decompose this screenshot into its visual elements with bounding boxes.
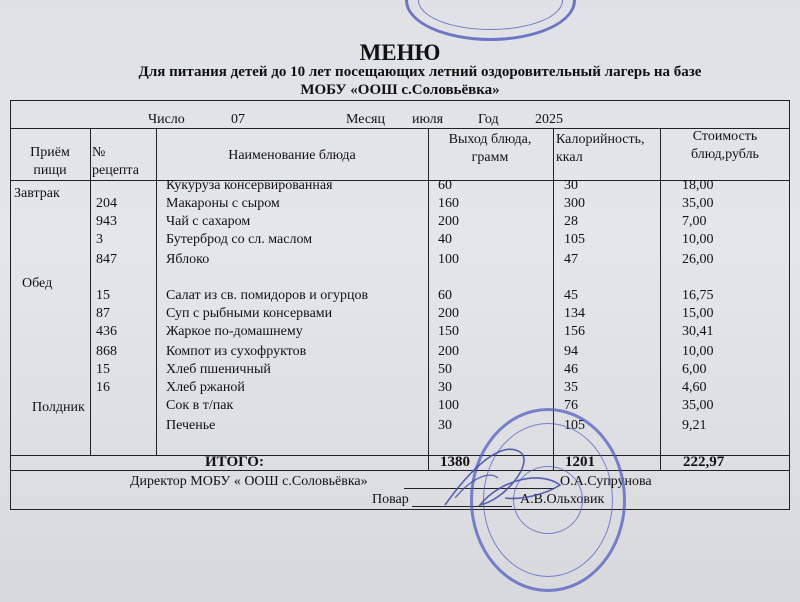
- totals-output: 1380: [440, 454, 470, 470]
- row-output: 150: [438, 324, 459, 339]
- row-calories: 46: [564, 362, 578, 377]
- row-cost: 30,41: [682, 324, 714, 339]
- row-output: 30: [438, 418, 452, 433]
- year-label: Год: [478, 112, 499, 127]
- row-output: 60: [438, 288, 452, 303]
- row-dish: Сок в т/пак: [166, 398, 234, 413]
- director-title: Директор МОБУ « ООШ с.Соловьёвка»: [130, 474, 368, 489]
- row-cost: 35,00: [682, 196, 714, 211]
- row-output: 200: [438, 306, 459, 321]
- page-title: МЕНЮ: [359, 40, 441, 65]
- row-cost: 15,00: [682, 306, 714, 321]
- row-cost: 26,00: [682, 252, 714, 267]
- year-value: 2025: [510, 112, 625, 129]
- month-label: Месяц: [346, 112, 385, 127]
- col-divider-1: [90, 128, 91, 455]
- totals-cost: 222,97: [683, 454, 725, 470]
- meal-lunch: Обед: [22, 276, 53, 291]
- month-value: июля: [412, 112, 444, 127]
- row-output: 60: [438, 178, 452, 193]
- row-cost: 16,75: [682, 288, 714, 303]
- row-dish: Кукуруза консервированная: [166, 178, 333, 193]
- row-output: 40: [438, 232, 452, 247]
- page-subtitle: Для питания детей до 10 лет посещающих летний оздоровительный лагерь на базе: [138, 64, 702, 80]
- row-cost: 10,00: [682, 232, 714, 247]
- institution-name: МОБУ «ООШ с.Соловьёвка»: [300, 82, 500, 98]
- row-output: 100: [438, 398, 459, 413]
- col-divider-5: [660, 128, 661, 470]
- row-recipe: 847: [96, 252, 117, 267]
- row-dish: Макароны с сыром: [166, 196, 280, 211]
- row-dish: Жаркое по-домашнему: [166, 324, 303, 339]
- totals-calories: 1201: [565, 454, 595, 470]
- totals-bottom-line: [10, 470, 790, 471]
- row-output: 100: [438, 252, 459, 267]
- col-divider-3: [428, 128, 429, 470]
- row-recipe: 868: [96, 344, 117, 359]
- row-calories: 28: [564, 214, 578, 229]
- row-calories: 76: [564, 398, 578, 413]
- row-dish: Бутерброд со сл. маслом: [166, 232, 313, 247]
- row-output: 30: [438, 380, 452, 395]
- day-value: 07: [192, 112, 284, 129]
- meal-breakfast: Завтрак: [14, 186, 60, 201]
- row-recipe: 15: [96, 362, 110, 377]
- row-calories: 105: [564, 418, 585, 433]
- header-bottom-line: [10, 180, 790, 181]
- row-dish: Салат из св. помидоров и огурцов: [166, 288, 369, 303]
- row-dish: Печенье: [166, 418, 216, 433]
- row-recipe: 3: [96, 232, 103, 247]
- header-recipe: № рецепта: [92, 145, 139, 178]
- row-recipe: 943: [96, 214, 117, 229]
- cook-title: Повар: [372, 492, 409, 507]
- row-calories: 156: [564, 324, 585, 339]
- row-cost: 18,00: [682, 178, 714, 193]
- header-output: Выход блюда, грамм: [448, 132, 532, 165]
- row-calories: 45: [564, 288, 578, 303]
- row-recipe: 16: [96, 380, 110, 395]
- header-calories: Калорийность, ккал: [556, 132, 645, 165]
- col-divider-2: [156, 128, 157, 455]
- row-calories: 300: [564, 196, 585, 211]
- row-cost: 9,21: [682, 418, 707, 433]
- cook-name: А.В.Ольховик: [520, 492, 605, 507]
- row-dish: Хлеб пшеничный: [166, 362, 271, 377]
- row-calories: 35: [564, 380, 578, 395]
- day-label: Число: [148, 112, 185, 127]
- row-calories: 134: [564, 306, 585, 321]
- director-name: О.А.Супрунова: [560, 474, 652, 489]
- row-dish: Компот из сухофруктов: [166, 344, 307, 359]
- row-calories: 30: [564, 178, 578, 193]
- row-calories: 47: [564, 252, 578, 267]
- row-dish: Чай с сахаром: [166, 214, 251, 229]
- totals-label: ИТОГО:: [205, 454, 264, 470]
- header-cost: Стоимость блюд,рубль: [691, 129, 759, 162]
- row-output: 200: [438, 214, 459, 229]
- row-cost: 6,00: [682, 362, 707, 377]
- header-dish: Наименование блюда: [228, 148, 356, 163]
- row-output: 160: [438, 196, 459, 211]
- row-cost: 7,00: [682, 214, 707, 229]
- row-output: 200: [438, 344, 459, 359]
- row-recipe: 204: [96, 196, 117, 211]
- row-cost: 10,00: [682, 344, 714, 359]
- row-dish: Яблоко: [166, 252, 210, 267]
- totals-top-line: [10, 455, 790, 456]
- meal-snack: Полдник: [32, 400, 85, 415]
- row-recipe: 87: [96, 306, 110, 321]
- row-recipe: 15: [96, 288, 110, 303]
- header-meal: Приём пищи: [30, 145, 70, 178]
- row-cost: 4,60: [682, 380, 707, 395]
- row-dish: Хлеб ржаной: [166, 380, 245, 395]
- row-recipe: 436: [96, 324, 117, 339]
- round-seal-stamp: [470, 408, 626, 592]
- row-dish: Суп с рыбными консервами: [166, 306, 333, 321]
- row-cost: 35,00: [682, 398, 714, 413]
- top-stamp-fragment: [405, 0, 576, 41]
- row-output: 50: [438, 362, 452, 377]
- row-calories: 94: [564, 344, 578, 359]
- row-calories: 105: [564, 232, 585, 247]
